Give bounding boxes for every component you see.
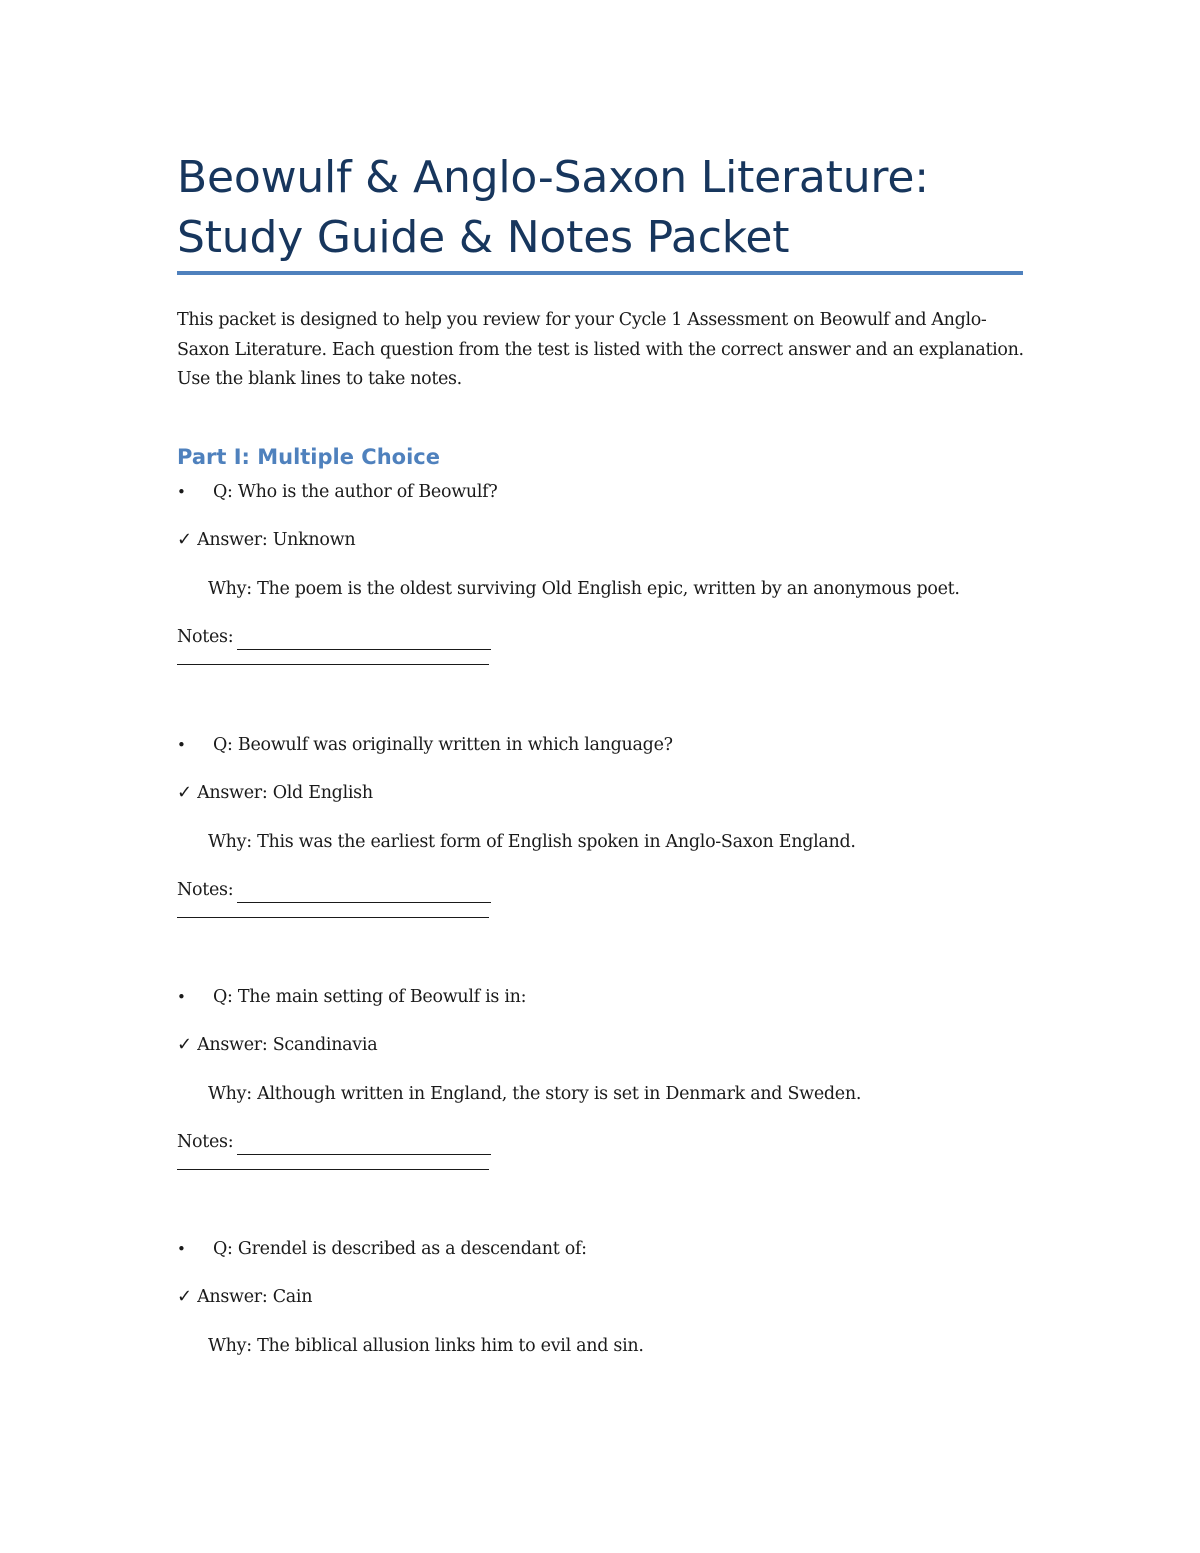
answer-text: Answer: Scandinavia — [197, 1035, 378, 1055]
notes-line — [177, 624, 491, 650]
explanation-text: Why: This was the earliest form of English spoken in Anglo-Saxon England. — [208, 832, 856, 852]
notes-blank-line[interactable] — [177, 664, 489, 665]
title-line-2: Study Guide & Notes Packet — [177, 212, 790, 263]
notes-line — [177, 877, 491, 903]
intro-paragraph: This packet is designed to help you review for your Cycle 1 Assessment on Beowulf and Anglo-Saxon Literature. Each question from the test is listed with the correct answer and an explanation. Use the blank lines to take notes. — [177, 310, 1024, 389]
checkmark-icon: ✓ — [177, 529, 192, 550]
answer-line — [177, 527, 355, 553]
notes-label: Notes: — [177, 880, 234, 900]
bullet-icon: • — [177, 736, 186, 754]
question-text: Q: Who is the author of Beowulf? — [213, 482, 498, 502]
title-divider — [177, 271, 1023, 275]
notes-blank-line[interactable] — [177, 1169, 489, 1170]
notes-blank[interactable] — [237, 1136, 491, 1155]
notes-label: Notes: — [177, 627, 234, 647]
answer-text: Answer: Unknown — [197, 530, 356, 550]
notes-blank[interactable] — [237, 884, 491, 903]
section-heading: Part I: Multiple Choice — [177, 445, 440, 469]
bullet-icon: • — [177, 988, 186, 1006]
notes-line — [177, 1129, 491, 1155]
answer-text: Answer: Old English — [197, 783, 373, 803]
answer-line — [177, 780, 373, 806]
question-text: Q: The main setting of Beowulf is in: — [213, 987, 527, 1007]
answer-text: Answer: Cain — [197, 1287, 313, 1307]
bullet-icon: • — [177, 483, 186, 501]
question-text: Q: Beowulf was originally written in which language? — [213, 735, 673, 755]
notes-blank[interactable] — [237, 631, 491, 650]
notes-label: Notes: — [177, 1132, 234, 1152]
explanation-text: Why: The biblical allusion links him to evil and sin. — [208, 1336, 644, 1356]
answer-line — [177, 1284, 312, 1310]
checkmark-icon: ✓ — [177, 1286, 192, 1307]
explanation-text: Why: Although written in England, the story is set in Denmark and Sweden. — [208, 1084, 862, 1104]
answer-line — [177, 1032, 377, 1058]
checkmark-icon: ✓ — [177, 1034, 192, 1055]
document-title — [177, 148, 1037, 268]
checkmark-icon: ✓ — [177, 782, 192, 803]
explanation-text: Why: The poem is the oldest surviving Old English epic, written by an anonymous poet. — [208, 579, 960, 599]
bullet-icon: • — [177, 1240, 186, 1258]
question-text: Q: Grendel is described as a descendant of: — [213, 1239, 587, 1259]
title-line-1: Beowulf & Anglo-Saxon Literature: — [177, 152, 929, 203]
notes-blank-line[interactable] — [177, 917, 489, 918]
